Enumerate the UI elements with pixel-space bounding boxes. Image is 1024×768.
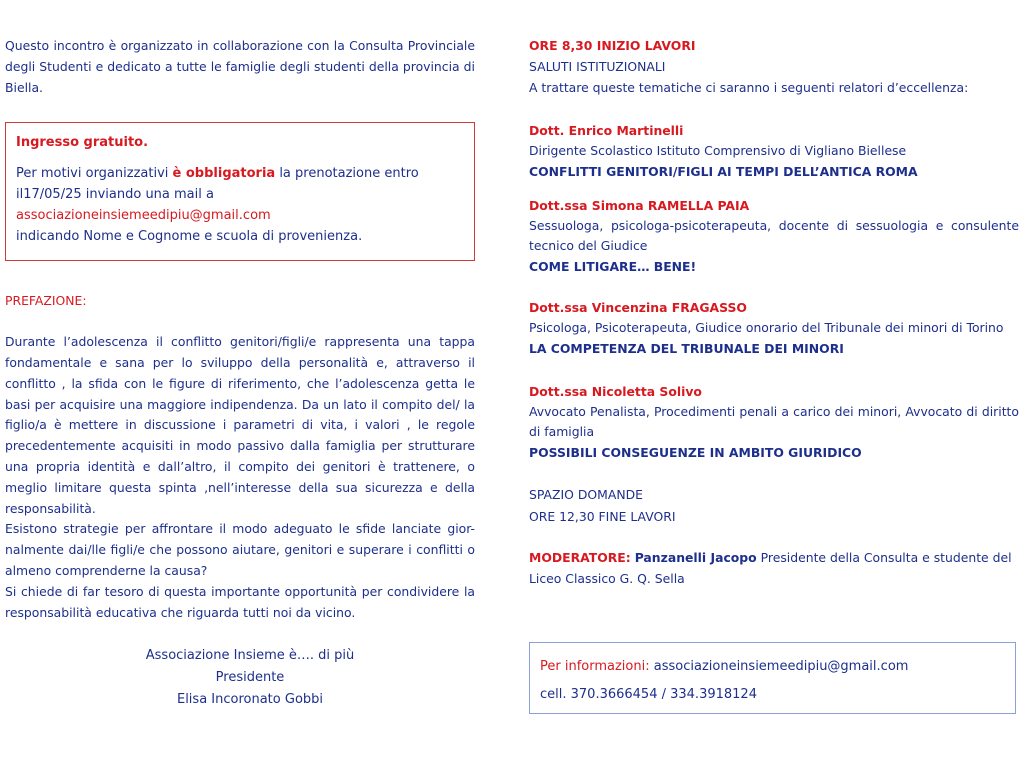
speaker-topic: LA COMPETENZA DEL TRIBUNALE DEI MINORI (529, 341, 844, 357)
booking-line (16, 163, 464, 205)
left-column (5, 36, 475, 711)
prefazione-paragraph-3: Si chiede di far tesoro di questa importante opportunità per condividere la responsabilità educativa che riguarda tutti noi da vicino. (5, 583, 475, 620)
signature-name: Elisa Incoronato Gobbi (176, 692, 324, 708)
signature-block (5, 645, 475, 711)
prefazione-paragraph-2: Esistono strategie per affrontare il modo adeguato le sfide lanciate gior- nalmente dai/lle figli/e che possono aiutare, genitori e superare i conflitti o almeno comprenderne la causa? (5, 521, 475, 578)
speaker-topic: CONFLITTI GENITORI/FIGLI AI TEMPI DELL’ANTICA ROMA (529, 164, 918, 180)
moderatore-desc: Presidente della Consulta e studente del Liceo Classico G. Q. Sella (529, 550, 1012, 586)
ingresso-box (5, 122, 475, 261)
speaker-desc: Dirigente Scolastico Istituto Comprensivo di Vigliano Biellese (529, 143, 907, 159)
intro-text: Questo incontro è organizzato in collaborazione con la Consulta Provinciale degli Studenti e dedicato a tutte le famiglie degli studenti della provincia di Biella. (5, 38, 475, 95)
signature-role: Presidente (215, 670, 285, 686)
saluti-istituzionali: SALUTI ISTITUZIONALI (529, 58, 666, 74)
speaker-name: Dott.ssa Simona RAMELLA PAIA (529, 198, 750, 214)
booking-email[interactable]: associazioneinsiemeedipiu@gmail.com (16, 208, 271, 224)
speaker-name: Dott.ssa Nicoletta Solivo (529, 384, 702, 400)
speaker-3 (529, 297, 1019, 359)
speaker-desc: Avvocato Penalista, Procedimenti penali a carico dei minori, Avvocato di diritto di famiglia (529, 404, 1019, 440)
signature-org: Associazione Insieme è…. di più (145, 648, 355, 664)
speaker-name: Dott.ssa Vincenzina FRAGASSO (529, 300, 747, 316)
booking-pre: Per motivi organizzativi (16, 166, 173, 182)
prefazione-label: PREFAZIONE: (5, 293, 87, 309)
ingresso-title: Ingresso gratuito. (16, 135, 149, 151)
booking-post: la prenotazione entro il17/05/25 inviando una mail a (16, 166, 419, 203)
booking-instructions: indicando Nome e Cognome e scuola di provenienza. (16, 229, 363, 245)
relatori-intro: A trattare queste tematiche ci saranno i seguenti relatori d’eccellenza: (529, 79, 969, 95)
info-label: Per informazioni: (540, 659, 650, 674)
speaker-4 (529, 381, 1019, 463)
moderatore-line (529, 548, 1019, 590)
speaker-topic: POSSIBILI CONSEGUENZE IN AMBITO GIURIDICO (529, 445, 862, 461)
speaker-desc: Psicologa, Psicoterapeuta, Giudice onorario del Tribunale dei minori di Torino (529, 320, 1004, 336)
spazio-domande: SPAZIO DOMANDE (529, 487, 643, 503)
prefazione-paragraph-1: Durante l’adolescenza il conflitto genitori/figli/e rappresenta una tappa fondamentale e sana per lo sviluppo della personalità e, attraverso il conflitto , la sfida con le figure di riferimento, che l’adolescenza getta le basi per acquisire una maggiore indipendenza. Da un lato il compito del/ la figlio/a è mettere in discussione i parametri di vita, i valori , le regole precedentemente acquisiti in modo passivo dalla famiglia per strutturare una propria identità e dall’altro, il compito dei genitori è trattenere, o meglio limitare questa spinta ,nell’interesse della sua sicurezza e della responsabilità. (5, 334, 475, 516)
speaker-topic: COME LITIGARE… BENE! (529, 259, 697, 275)
speaker-2 (529, 195, 1019, 277)
info-email-line (540, 653, 1005, 681)
moderatore-name: Panzanelli Jacopo (634, 550, 757, 566)
info-phones: cell. 370.3666454 / 334.3918124 (540, 687, 757, 702)
info-box (529, 642, 1016, 714)
right-column (529, 36, 1019, 590)
end-time: ORE 12,30 FINE LAVORI (529, 509, 676, 525)
moderatore-label: MODERATORE: (529, 550, 631, 566)
speaker-desc: Sessuologa, psicologa-psicoterapeuta, docente di sessuologia e consulente tecnico del Giudice (529, 218, 1019, 254)
speaker-1 (529, 120, 1019, 182)
start-time: ORE 8,30 INIZIO LAVORI (529, 38, 696, 53)
speaker-name: Dott. Enrico Martinelli (529, 123, 684, 139)
info-email[interactable]: associazioneinsiemeedipiu@gmail.com (653, 659, 909, 674)
booking-mandatory: è obbligatoria (172, 166, 276, 182)
